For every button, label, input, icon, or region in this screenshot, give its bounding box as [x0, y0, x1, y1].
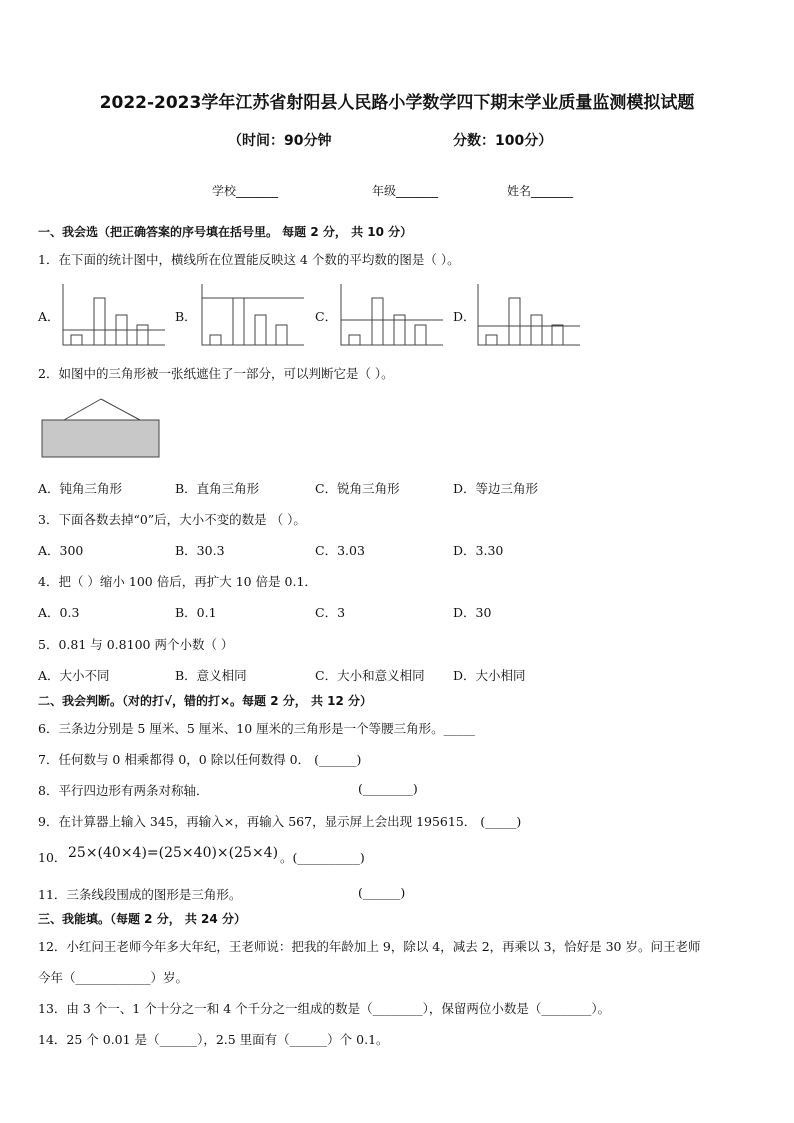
question-14[interactable]: 14．25 个 0.01 是（______），2.5 里面有（______）个 0.1。: [38, 1032, 389, 1047]
section-1-heading: 一、我会选（把正确答案的序号填在括号里。 每题 2 分， 共 10 分）: [38, 225, 413, 239]
section-3-heading: 三、我能填。（每题 2 分， 共 24 分）: [38, 912, 246, 926]
question-9: 9．在计算器上输入 345，再输入×，再输入 567，显示屏上会出现 195615． (_____): [38, 814, 522, 829]
q1-option-d[interactable]: D．: [453, 309, 476, 324]
question-13[interactable]: 13．由 3 个一、1 个十分之一和 4 个千分之一组成的数是（________），保留两位小数是（________）。: [38, 1001, 611, 1016]
q1-option-b[interactable]: B．: [175, 309, 197, 324]
q4-option-a[interactable]: A．0.3: [38, 605, 80, 620]
q2-covered-triangle: [40, 398, 162, 460]
school-field[interactable]: 学校_______: [212, 184, 279, 198]
question-1: 1．在下面的统计图中，横线所在位置能反映这 4 个数的平均数的图是（ ）。: [38, 252, 460, 267]
q1-chart-c: [340, 284, 444, 346]
q5-option-d[interactable]: D．大小相同: [453, 668, 526, 683]
q2-option-c[interactable]: C．锐角三角形: [315, 481, 400, 496]
question-10-number: 10．: [38, 850, 67, 865]
q3-option-c[interactable]: C．3.03: [315, 543, 365, 558]
q4-option-d[interactable]: D．30: [453, 605, 492, 620]
q10-answer-blank[interactable]: 。(__________): [280, 850, 365, 865]
section-2-heading: 二、我会判断。（对的打√，错的打×。每题 2 分， 共 12 分）: [38, 694, 372, 708]
q3-option-a[interactable]: A．300: [38, 543, 84, 558]
question-12-line-1: 12．小红问王老师今年多大年纪，王老师说：把我的年龄加上 9，除以 4，减去 2，再乘以 3，恰好是 30 岁。问王老师: [38, 939, 701, 954]
exam-score: 分数：100分）: [453, 133, 553, 149]
q1-option-a[interactable]: A．: [38, 309, 60, 324]
q2-option-b[interactable]: B．直角三角形: [175, 481, 260, 496]
q1-chart-a: [62, 284, 166, 346]
q5-option-a[interactable]: A．大小不同: [38, 668, 110, 683]
name-field[interactable]: 姓名_______: [507, 184, 574, 198]
question-2: 2．如图中的三角形被一张纸遮住了一部分，可以判断它是（ ）。: [38, 366, 394, 381]
q5-option-b[interactable]: B．意义相同: [175, 668, 247, 683]
q4-option-b[interactable]: B．0.1: [175, 605, 217, 620]
question-8: 8．平行四边形有两条对称轴．: [38, 783, 209, 798]
q10-expression: 25×(40×4)=(25×40)×(25×4): [68, 845, 279, 861]
question-7: 7．任何数与 0 相乘都得 0，0 除以任何数得 0． (______): [38, 752, 362, 767]
question-4: 4．把（ ）缩小 100 倍后，再扩大 10 倍是 0.1．: [38, 574, 317, 589]
q11-answer-blank[interactable]: (______): [358, 885, 406, 900]
q2-option-d[interactable]: D．等边三角形: [453, 481, 539, 496]
q3-option-b[interactable]: B．30.3: [175, 543, 225, 558]
exam-time: （时间：90分钟: [228, 133, 332, 149]
q2-option-a[interactable]: A．钝角三角形: [38, 481, 123, 496]
page-title: 2022-2023学年江苏省射阳县人民路小学数学四下期末学业质量监测模拟试题: [99, 93, 695, 113]
q1-chart-d: [477, 284, 581, 346]
question-5: 5．0.81 与 0.8100 两个小数（ ）: [38, 637, 234, 652]
q8-answer-blank[interactable]: (________): [358, 781, 418, 796]
question-12-line-2[interactable]: 今年（____________）岁。: [38, 970, 189, 985]
q1-chart-b: [201, 284, 305, 346]
q5-option-c[interactable]: C．大小和意义相同: [315, 668, 425, 683]
grade-field[interactable]: 年级_______: [372, 184, 439, 198]
question-3: 3．下面各数去掉“0”后，大小不变的数是 （ ）。: [38, 512, 306, 527]
question-6: 6．三条边分别是 5 厘米、5 厘米、10 厘米的三角形是一个等腰三角形。_____: [38, 721, 475, 736]
q3-option-d[interactable]: D．3.30: [453, 543, 504, 558]
q1-option-c[interactable]: C．: [315, 309, 338, 324]
question-11: 11．三条线段围成的图形是三角形。: [38, 887, 242, 902]
q4-option-c[interactable]: C．3: [315, 605, 346, 620]
